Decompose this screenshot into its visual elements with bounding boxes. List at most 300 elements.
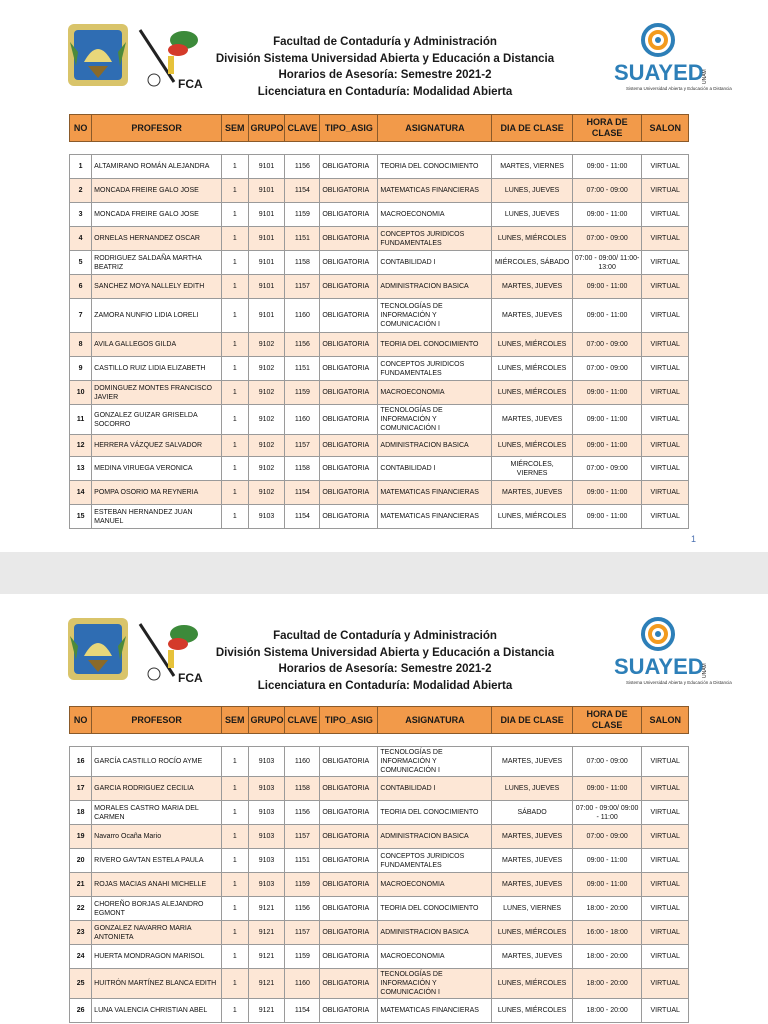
cell-sem: 1: [222, 481, 248, 505]
cell-dia: LUNES, MIÉRCOLES: [492, 969, 572, 999]
table-row: [70, 969, 689, 999]
cell-sem: 1: [222, 251, 248, 275]
table-row: [70, 457, 689, 481]
cell-clave: 1158: [285, 457, 320, 481]
cell-salon: VIRTUAL: [642, 849, 689, 873]
cell-sem: 1: [222, 155, 248, 179]
cell-no: 3: [70, 203, 92, 227]
cell-clave: 1151: [285, 849, 320, 873]
cell-profesor: MONCADA FREIRE GALO JOSE: [92, 203, 222, 227]
cell-hora: 07:00 - 09:00: [572, 333, 642, 357]
unam-shield-logo: [64, 22, 132, 88]
table-row: [70, 179, 689, 203]
cell-clave: 1160: [285, 299, 320, 333]
cell-salon: VIRTUAL: [642, 945, 689, 969]
cell-sem: 1: [222, 381, 248, 405]
suayed-logo-subtitle: Sistema Universidad Abierta y Educación a Distancia: [626, 86, 732, 91]
title-division: División Sistema Universidad Abierta y Educación a Distancia: [215, 646, 555, 659]
column-header: HORA DE CLASE: [572, 707, 642, 734]
cell-asignatura: ADMINISTRACION BASICA: [378, 435, 492, 457]
cell-sem: 1: [222, 777, 248, 801]
table-row: [70, 333, 689, 357]
cell-asignatura: MATEMATICAS FINANCIERAS: [378, 179, 492, 203]
cell-sem: 1: [222, 227, 248, 251]
cell-asignatura: TEORIA DEL CONOCIMIENTO: [378, 897, 492, 921]
cell-sem: 1: [222, 203, 248, 227]
cell-sem: 1: [222, 457, 248, 481]
cell-salon: VIRTUAL: [642, 777, 689, 801]
cell-sem: 1: [222, 747, 248, 777]
title-program: Licenciatura en Contaduría: Modalidad Abierta: [257, 679, 513, 692]
cell-hora: 18:00 - 20:00: [572, 999, 642, 1023]
cell-grupo: 9103: [248, 801, 285, 825]
cell-salon: VIRTUAL: [642, 897, 689, 921]
cell-profesor: CHOREÑO BORJAS ALEJANDRO EGMONT: [92, 897, 222, 921]
cell-sem: 1: [222, 179, 248, 203]
cell-tipo: OBLIGATORIA: [320, 275, 378, 299]
cell-tipo: OBLIGATORIA: [320, 505, 378, 529]
cell-sem: 1: [222, 849, 248, 873]
column-header: DIA DE CLASE: [492, 707, 572, 734]
cell-tipo: OBLIGATORIA: [320, 299, 378, 333]
cell-dia: MARTES, JUEVES: [492, 849, 572, 873]
cell-profesor: MEDINA VIRUEGA VERONICA: [92, 457, 222, 481]
table-row: [70, 777, 689, 801]
cell-no: 11: [70, 405, 92, 435]
cell-clave: 1156: [285, 801, 320, 825]
cell-clave: 1160: [285, 969, 320, 999]
cell-asignatura: TECNOLOGÍAS DE INFORMACIÓN Y COMUNICACIÓN I: [378, 969, 492, 999]
cell-grupo: 9103: [248, 747, 285, 777]
cell-profesor: ORNELAS HERNANDEZ OSCAR: [92, 227, 222, 251]
cell-dia: LUNES, JUEVES: [492, 777, 572, 801]
cell-grupo: 9102: [248, 405, 285, 435]
cell-dia: LUNES, MIÉRCOLES: [492, 921, 572, 945]
cell-grupo: 9102: [248, 381, 285, 405]
title-faculty: Facultad de Contaduría y Administración: [273, 630, 497, 642]
cell-profesor: POMPA OSORIO MA REYNERIA: [92, 481, 222, 505]
cell-salon: VIRTUAL: [642, 505, 689, 529]
column-header: DIA DE CLASE: [492, 115, 572, 142]
cell-asignatura: CONTABILIDAD I: [378, 777, 492, 801]
title-schedule: Horarios de Asesoría: Semestre 2021-2: [278, 663, 492, 675]
cell-no: 1: [70, 155, 92, 179]
cell-profesor: GONZALEZ NAVARRO MARIA ANTONIETA: [92, 921, 222, 945]
table-row: [70, 203, 689, 227]
cell-grupo: 9101: [248, 299, 285, 333]
column-header: SEM: [222, 115, 248, 142]
cell-tipo: OBLIGATORIA: [320, 801, 378, 825]
cell-profesor: DOMINGUEZ MONTES FRANCISCO JAVIER: [92, 381, 222, 405]
cell-hora: 07:00 - 09:00: [572, 227, 642, 251]
cell-grupo: 9121: [248, 969, 285, 999]
column-header: CLAVE: [285, 707, 320, 734]
cell-tipo: OBLIGATORIA: [320, 849, 378, 873]
cell-grupo: 9102: [248, 333, 285, 357]
cell-dia: LUNES, MIÉRCOLES: [492, 381, 572, 405]
cell-asignatura: MACROECONOMIA: [378, 945, 492, 969]
cell-dia: LUNES, VIERNES: [492, 897, 572, 921]
cell-dia: LUNES, JUEVES: [492, 179, 572, 203]
cell-dia: MARTES, JUEVES: [492, 945, 572, 969]
cell-profesor: MORALES CASTRO MARIA DEL CARMEN: [92, 801, 222, 825]
cell-dia: MARTES, JUEVES: [492, 275, 572, 299]
cell-hora: 09:00 - 11:00: [572, 505, 642, 529]
fca-logo-text: FCA: [178, 77, 203, 91]
cell-salon: VIRTUAL: [642, 825, 689, 849]
cell-dia: LUNES, JUEVES: [492, 203, 572, 227]
cell-hora: 09:00 - 11:00: [572, 849, 642, 873]
cell-tipo: OBLIGATORIA: [320, 155, 378, 179]
suayed-logo-side-text: UNAM: [702, 663, 708, 678]
cell-hora: 09:00 - 11:00: [572, 299, 642, 333]
cell-salon: VIRTUAL: [642, 457, 689, 481]
cell-tipo: OBLIGATORIA: [320, 357, 378, 381]
cell-hora: 18:00 - 20:00: [572, 945, 642, 969]
cell-dia: MIÉRCOLES, SÁBADO: [492, 251, 572, 275]
cell-hora: 16:00 - 18:00: [572, 921, 642, 945]
cell-tipo: OBLIGATORIA: [320, 251, 378, 275]
cell-salon: VIRTUAL: [642, 251, 689, 275]
cell-no: 13: [70, 457, 92, 481]
table-row: [70, 405, 689, 435]
table-row: [70, 897, 689, 921]
column-header: TIPO_ASIG: [320, 115, 378, 142]
cell-no: 16: [70, 747, 92, 777]
table-row: [70, 481, 689, 505]
cell-sem: 1: [222, 897, 248, 921]
cell-grupo: 9102: [248, 481, 285, 505]
cell-asignatura: CONCEPTOS JURIDICOS FUNDAMENTALES: [378, 849, 492, 873]
cell-grupo: 9103: [248, 873, 285, 897]
cell-profesor: RODRIGUEZ SALDAÑA MARTHA BEATRIZ: [92, 251, 222, 275]
cell-grupo: 9121: [248, 921, 285, 945]
cell-profesor: ALTAMIRANO ROMÁN ALEJANDRA: [92, 155, 222, 179]
cell-profesor: GONZALEZ GUIZAR GRISELDA SOCORRO: [92, 405, 222, 435]
cell-dia: SÁBADO: [492, 801, 572, 825]
column-header: ASIGNATURA: [378, 115, 492, 142]
cell-sem: 1: [222, 999, 248, 1023]
cell-grupo: 9103: [248, 505, 285, 529]
cell-grupo: 9101: [248, 203, 285, 227]
cell-salon: VIRTUAL: [642, 381, 689, 405]
cell-tipo: OBLIGATORIA: [320, 969, 378, 999]
cell-dia: MARTES, JUEVES: [492, 481, 572, 505]
suayed-logo-subtitle: Sistema Universidad Abierta y Educación a Distancia: [626, 680, 732, 685]
cell-grupo: 9102: [248, 457, 285, 481]
cell-profesor: ESTEBAN HERNANDEZ JUAN MANUEL: [92, 505, 222, 529]
cell-grupo: 9121: [248, 897, 285, 921]
table-row: [70, 155, 689, 179]
cell-no: 18: [70, 801, 92, 825]
cell-dia: MARTES, JUEVES: [492, 873, 572, 897]
cell-asignatura: CONTABILIDAD I: [378, 251, 492, 275]
cell-profesor: LUNA VALENCIA CHRISTIAN ABEL: [92, 999, 222, 1023]
table-row: [70, 873, 689, 897]
cell-grupo: 9101: [248, 155, 285, 179]
cell-no: 4: [70, 227, 92, 251]
table-row: [70, 227, 689, 251]
cell-asignatura: MACROECONOMIA: [378, 203, 492, 227]
cell-tipo: OBLIGATORIA: [320, 873, 378, 897]
table-header-row: [70, 115, 689, 142]
cell-grupo: 9103: [248, 777, 285, 801]
title-schedule: Horarios de Asesoría: Semestre 2021-2: [278, 69, 492, 81]
cell-profesor: HUITRÓN MARTÍNEZ BLANCA EDITH: [92, 969, 222, 999]
document-page-2: [0, 594, 768, 1024]
cell-salon: VIRTUAL: [642, 921, 689, 945]
cell-sem: 1: [222, 333, 248, 357]
table-row: [70, 921, 689, 945]
cell-salon: VIRTUAL: [642, 275, 689, 299]
cell-asignatura: TECNOLOGÍAS DE INFORMACIÓN Y COMUNICACIÓN I: [378, 747, 492, 777]
cell-clave: 1159: [285, 873, 320, 897]
cell-sem: 1: [222, 405, 248, 435]
cell-hora: 18:00 - 20:00: [572, 897, 642, 921]
cell-dia: MARTES, VIERNES: [492, 155, 572, 179]
cell-asignatura: CONCEPTOS JURIDICOS FUNDAMENTALES: [378, 357, 492, 381]
table-row: [70, 849, 689, 873]
cell-tipo: OBLIGATORIA: [320, 945, 378, 969]
cell-grupo: 9101: [248, 179, 285, 203]
cell-no: 20: [70, 849, 92, 873]
cell-tipo: OBLIGATORIA: [320, 481, 378, 505]
cell-no: 26: [70, 999, 92, 1023]
cell-no: 14: [70, 481, 92, 505]
fca-logo-text: FCA: [178, 671, 203, 685]
cell-tipo: OBLIGATORIA: [320, 381, 378, 405]
cell-tipo: OBLIGATORIA: [320, 747, 378, 777]
cell-hora: 07:00 - 09:00: [572, 747, 642, 777]
cell-clave: 1156: [285, 897, 320, 921]
cell-clave: 1151: [285, 357, 320, 381]
page-header: [0, 0, 768, 112]
cell-asignatura: MATEMATICAS FINANCIERAS: [378, 505, 492, 529]
cell-salon: VIRTUAL: [642, 481, 689, 505]
cell-dia: MARTES, JUEVES: [492, 405, 572, 435]
suayed-logo: [610, 616, 732, 696]
cell-sem: 1: [222, 825, 248, 849]
cell-clave: 1159: [285, 381, 320, 405]
cell-sem: 1: [222, 299, 248, 333]
cell-asignatura: TEORIA DEL CONOCIMIENTO: [378, 333, 492, 357]
cell-no: 7: [70, 299, 92, 333]
cell-clave: 1160: [285, 405, 320, 435]
table-row: [70, 275, 689, 299]
cell-profesor: CASTILLO RUIZ LIDIA ELIZABETH: [92, 357, 222, 381]
table-spacer-row: [70, 142, 689, 155]
cell-grupo: 9102: [248, 435, 285, 457]
cell-profesor: HUERTA MONDRAGON MARISOL: [92, 945, 222, 969]
cell-dia: MARTES, JUEVES: [492, 825, 572, 849]
table-row: [70, 801, 689, 825]
table-row: [70, 251, 689, 275]
cell-no: 8: [70, 333, 92, 357]
cell-asignatura: TECNOLOGÍAS DE INFORMACIÓN Y COMUNICACIÓN I: [378, 405, 492, 435]
fca-logo: [134, 26, 204, 90]
cell-asignatura: MACROECONOMIA: [378, 873, 492, 897]
title-division: División Sistema Universidad Abierta y Educación a Distancia: [215, 52, 555, 65]
table-row: [70, 435, 689, 457]
cell-hora: 07:00 - 09:00/ 11:00-13:00: [572, 251, 642, 275]
page-header: [0, 594, 768, 706]
cell-clave: 1154: [285, 505, 320, 529]
cell-salon: VIRTUAL: [642, 299, 689, 333]
cell-no: 19: [70, 825, 92, 849]
cell-profesor: HERRERA VÁZQUEZ SALVADOR: [92, 435, 222, 457]
table-row: [70, 747, 689, 777]
title-program: Licenciatura en Contaduría: Modalidad Abierta: [257, 85, 513, 98]
cell-tipo: OBLIGATORIA: [320, 457, 378, 481]
column-header: ASIGNATURA: [378, 707, 492, 734]
schedule-table: [69, 706, 689, 1023]
column-header: HORA DE CLASE: [572, 115, 642, 142]
cell-grupo: 9121: [248, 999, 285, 1023]
cell-tipo: OBLIGATORIA: [320, 777, 378, 801]
cell-clave: 1156: [285, 155, 320, 179]
cell-asignatura: TEORIA DEL CONOCIMIENTO: [378, 801, 492, 825]
table-spacer-row: [70, 734, 689, 747]
cell-no: 24: [70, 945, 92, 969]
cell-no: 12: [70, 435, 92, 457]
cell-sem: 1: [222, 275, 248, 299]
cell-tipo: OBLIGATORIA: [320, 921, 378, 945]
cell-salon: VIRTUAL: [642, 405, 689, 435]
cell-grupo: 9121: [248, 945, 285, 969]
cell-tipo: OBLIGATORIA: [320, 999, 378, 1023]
cell-profesor: Navarro Ocaña Mario: [92, 825, 222, 849]
document-titles: [200, 34, 570, 100]
cell-clave: 1154: [285, 481, 320, 505]
cell-profesor: MONCADA FREIRE GALO JOSE: [92, 179, 222, 203]
cell-tipo: OBLIGATORIA: [320, 179, 378, 203]
cell-salon: VIRTUAL: [642, 801, 689, 825]
cell-asignatura: ADMINISTRACION BASICA: [378, 275, 492, 299]
column-header: CLAVE: [285, 115, 320, 142]
cell-hora: 09:00 - 11:00: [572, 275, 642, 299]
cell-no: 2: [70, 179, 92, 203]
cell-sem: 1: [222, 945, 248, 969]
cell-profesor: SANCHEZ MOYA NALLELY EDITH: [92, 275, 222, 299]
cell-hora: 07:00 - 09:00: [572, 179, 642, 203]
cell-sem: 1: [222, 505, 248, 529]
cell-clave: 1159: [285, 203, 320, 227]
cell-clave: 1158: [285, 251, 320, 275]
cell-dia: LUNES, MIÉRCOLES: [492, 999, 572, 1023]
cell-sem: 1: [222, 969, 248, 999]
cell-tipo: OBLIGATORIA: [320, 435, 378, 457]
cell-tipo: OBLIGATORIA: [320, 203, 378, 227]
cell-clave: 1157: [285, 435, 320, 457]
cell-dia: LUNES, MIÉRCOLES: [492, 435, 572, 457]
cell-profesor: AVILA GALLEGOS GILDA: [92, 333, 222, 357]
unam-shield-logo: [64, 616, 132, 682]
suayed-logo-side-text: UNAM: [702, 69, 708, 84]
cell-dia: MARTES, JUEVES: [492, 747, 572, 777]
cell-profesor: ZAMORA NUNFIO LIDIA LORELI: [92, 299, 222, 333]
column-header: SEM: [222, 707, 248, 734]
cell-grupo: 9101: [248, 227, 285, 251]
cell-grupo: 9101: [248, 275, 285, 299]
table-row: [70, 999, 689, 1023]
column-header: NO: [70, 707, 92, 734]
cell-tipo: OBLIGATORIA: [320, 405, 378, 435]
column-header: SALON: [642, 707, 689, 734]
cell-asignatura: MATEMATICAS FINANCIERAS: [378, 999, 492, 1023]
cell-hora: 09:00 - 11:00: [572, 873, 642, 897]
cell-salon: VIRTUAL: [642, 969, 689, 999]
fca-logo: [134, 620, 204, 684]
cell-grupo: 9102: [248, 357, 285, 381]
cell-no: 22: [70, 897, 92, 921]
table-row: [70, 357, 689, 381]
cell-salon: VIRTUAL: [642, 203, 689, 227]
table-row: [70, 381, 689, 405]
table-row: [70, 825, 689, 849]
cell-salon: VIRTUAL: [642, 227, 689, 251]
cell-hora: 07:00 - 09:00: [572, 457, 642, 481]
cell-salon: VIRTUAL: [642, 873, 689, 897]
cell-no: 17: [70, 777, 92, 801]
cell-tipo: OBLIGATORIA: [320, 227, 378, 251]
cell-tipo: OBLIGATORIA: [320, 825, 378, 849]
cell-asignatura: ADMINISTRACION BASICA: [378, 825, 492, 849]
cell-sem: 1: [222, 921, 248, 945]
column-header: PROFESOR: [92, 115, 222, 142]
cell-no: 5: [70, 251, 92, 275]
cell-salon: VIRTUAL: [642, 999, 689, 1023]
cell-profesor: ROJAS MACIAS ANAHI MICHELLE: [92, 873, 222, 897]
cell-salon: VIRTUAL: [642, 155, 689, 179]
cell-grupo: 9101: [248, 251, 285, 275]
title-faculty: Facultad de Contaduría y Administración: [273, 36, 497, 48]
cell-dia: MARTES, JUEVES: [492, 299, 572, 333]
document-titles: [200, 628, 570, 694]
cell-salon: VIRTUAL: [642, 435, 689, 457]
cell-salon: VIRTUAL: [642, 747, 689, 777]
cell-dia: LUNES, MIÉRCOLES: [492, 333, 572, 357]
column-header: GRUPO: [248, 115, 285, 142]
cell-asignatura: TECNOLOGÍAS DE INFORMACIÓN Y COMUNICACIÓN I: [378, 299, 492, 333]
cell-clave: 1154: [285, 999, 320, 1023]
cell-clave: 1157: [285, 825, 320, 849]
suayed-logo-text: SUAYED: [614, 60, 704, 85]
cell-no: 10: [70, 381, 92, 405]
cell-hora: 09:00 - 11:00: [572, 435, 642, 457]
cell-clave: 1158: [285, 777, 320, 801]
cell-asignatura: MATEMATICAS FINANCIERAS: [378, 481, 492, 505]
cell-clave: 1151: [285, 227, 320, 251]
page-gap: [0, 552, 768, 594]
cell-grupo: 9103: [248, 825, 285, 849]
cell-clave: 1159: [285, 945, 320, 969]
cell-dia: MIÉRCOLES, VIERNES: [492, 457, 572, 481]
cell-hora: 07:00 - 09:00/ 09:00 - 11:00: [572, 801, 642, 825]
cell-asignatura: TEORIA DEL CONOCIMIENTO: [378, 155, 492, 179]
cell-no: 15: [70, 505, 92, 529]
cell-salon: VIRTUAL: [642, 333, 689, 357]
cell-hora: 07:00 - 09:00: [572, 357, 642, 381]
cell-asignatura: CONTABILIDAD I: [378, 457, 492, 481]
table-header-row: [70, 707, 689, 734]
cell-clave: 1157: [285, 275, 320, 299]
column-header: PROFESOR: [92, 707, 222, 734]
cell-clave: 1160: [285, 747, 320, 777]
column-header: TIPO_ASIG: [320, 707, 378, 734]
cell-no: 6: [70, 275, 92, 299]
cell-no: 9: [70, 357, 92, 381]
cell-dia: LUNES, MIÉRCOLES: [492, 227, 572, 251]
